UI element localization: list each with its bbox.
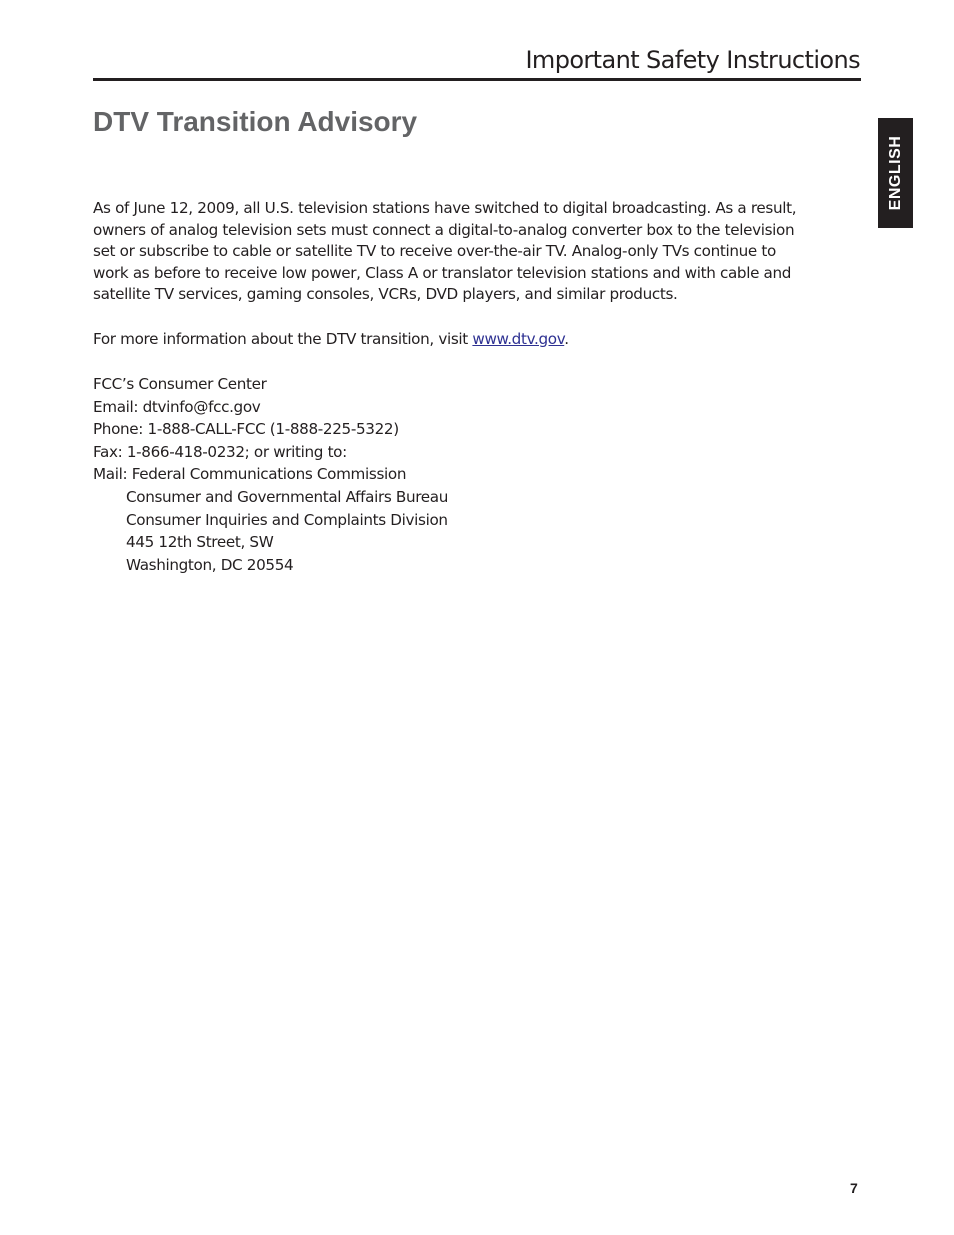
address-line: Consumer and Governmental Affairs Bureau	[126, 487, 449, 506]
consumer-center-line: FCC’s Consumer Center	[93, 375, 267, 393]
address-line: Consumer Inquiries and Complaints Division	[126, 510, 448, 529]
phone-line: Phone: 1-888-CALL-FCC (1-888-225-5322)	[93, 420, 399, 439]
dtv-gov-link[interactable]: www.dtv.gov	[472, 329, 565, 348]
fax-line: Fax: 1-866-418-0232; or writing to:	[93, 442, 347, 461]
section-header-title: Important Safety Instructions	[525, 46, 860, 74]
more-info-period: .	[564, 329, 569, 348]
address-line: 445 12th Street, SW	[126, 533, 274, 552]
page-number: 7	[850, 1180, 858, 1196]
fcc-contact-block	[93, 373, 813, 576]
more-info-text: For more information about the DTV transition, visit	[93, 329, 473, 348]
more-info-paragraph	[93, 329, 813, 351]
advisory-paragraph: As of June 12, 2009, all U.S. television stations have switched to digital broadcasting. As a result, owners of analog television sets must connect a digital-to-analog converter box to the television set or subscribe to cable or satellite TV to receive over-the-air TV. Analog-only TVs continue to work as before to receive low power, Class A or translator television stations and with cable and satellite TV services, gaming consoles, VCRs, DVD players, and similar products.	[93, 199, 797, 303]
language-tab-label: ENGLISH	[886, 135, 904, 211]
header-divider	[93, 78, 861, 81]
language-tab	[878, 118, 913, 228]
email-line: Email: dtvinfo@fcc.gov	[93, 397, 261, 416]
advisory-content	[93, 198, 813, 576]
mail-line: Mail: Federal Communications Commission	[93, 465, 407, 484]
address-line: Washington, DC 20554	[126, 555, 294, 574]
page-title: DTV Transition Advisory	[93, 106, 418, 137]
